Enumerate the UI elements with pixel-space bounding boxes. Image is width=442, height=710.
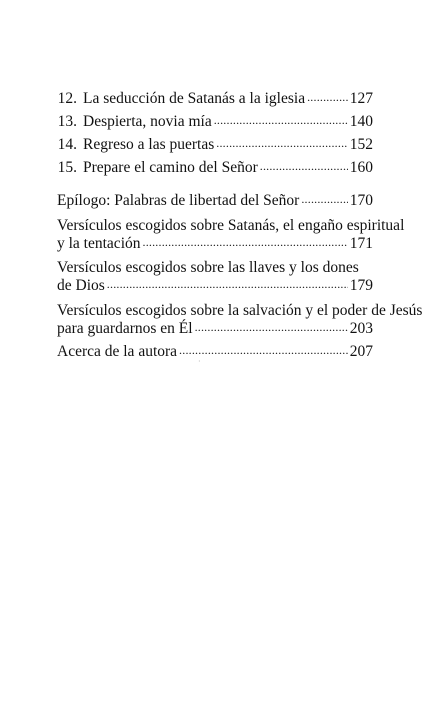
toc-entry-section-satanas[interactable] [57, 234, 373, 254]
page-number: 160 [349, 159, 373, 176]
page-number: 140 [349, 113, 373, 130]
paper-speck: · [198, 357, 201, 366]
chapter-number: 15. [57, 159, 77, 176]
toc-entry-about-author[interactable] [57, 342, 373, 366]
section-title-continued: para guardarnos en Él [57, 320, 193, 337]
entry-title: Acerca de la autora [57, 343, 178, 360]
dot-leader [195, 319, 348, 333]
page-number: 170 [349, 192, 373, 209]
dot-leader [214, 112, 348, 126]
toc-entry-section-llaves[interactable] [57, 276, 373, 296]
toc-entry-section-salvacion[interactable] [57, 319, 373, 339]
chapter-number: 14. [57, 136, 77, 153]
section-title-continued: y la tentación [57, 235, 141, 252]
dot-leader [216, 135, 347, 149]
section-title-continued: de Dios [57, 277, 105, 294]
dot-leader [107, 276, 348, 290]
dot-leader [301, 191, 347, 205]
chapter-title: Regreso a las puertas [83, 136, 215, 153]
chapter-number: 13. [57, 113, 77, 130]
entry-title: Epílogo: Palabras de libertad del Señor [57, 192, 300, 209]
page-number: 152 [349, 136, 373, 153]
toc-entry-chapter-12[interactable] [53, 89, 373, 109]
section-title-line: Versículos escogidos sobre Satanás, el engaño espiritual [57, 217, 405, 234]
page-number: 127 [349, 90, 373, 107]
page-number: 179 [349, 277, 373, 294]
section-title-line: Versículos escogidos sobre la salvación y el poder de Jesús [57, 302, 423, 319]
page-number: 171 [349, 235, 373, 252]
toc-entry-epilogue[interactable] [57, 191, 373, 211]
chapter-title: Despierta, novia mía [83, 113, 212, 130]
page-number: 207 [349, 343, 373, 360]
toc-entry-chapter-15[interactable] [53, 158, 373, 178]
toc-entry-chapter-14[interactable] [53, 135, 373, 155]
chapter-title: Prepare el camino del Señor [83, 159, 258, 176]
page-number: 203 [349, 320, 373, 337]
dot-leader [179, 342, 348, 356]
chapter-number: 12. [57, 90, 77, 107]
section-title-line: Versículos escogidos sobre las llaves y los dones [57, 259, 359, 276]
dot-leader [307, 89, 348, 103]
toc-entry-chapter-13[interactable] [53, 112, 373, 132]
dot-leader [260, 158, 348, 172]
dot-leader [143, 234, 348, 248]
chapter-title: La seducción de Satanás a la iglesia [83, 90, 306, 107]
